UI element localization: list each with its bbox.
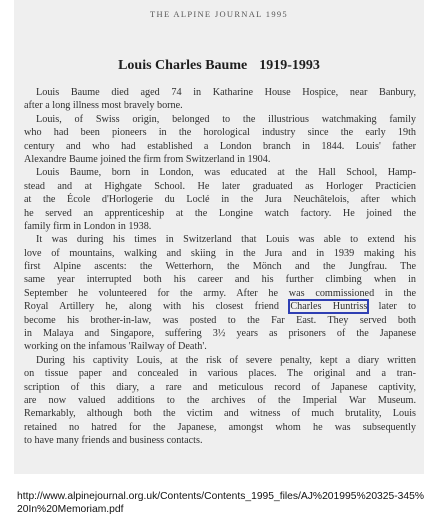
text-line: It was during his times in Switzerland that Louis was able to extend his xyxy=(36,234,416,246)
text-line: During his captivity Louis, at the risk of severe penalty, kept a diary written xyxy=(36,354,416,366)
title-name: Louis Charles Baume xyxy=(118,58,248,73)
text-line: September he volunteered for the army. After he was commissioned in the xyxy=(24,287,416,299)
scanned-page xyxy=(14,0,424,474)
text-line: are now valued additions to the archives of the Imperial War Museum. xyxy=(24,394,416,406)
text-line: Louis Baume, born in London, was educated at the Hall School, Hamp- xyxy=(36,167,416,179)
highlighted-name: Charles Huntriss xyxy=(290,301,368,313)
text-line: century and who had established a London branch in 1844. Louis' father xyxy=(24,140,416,152)
title-dates: 1919-1993 xyxy=(259,58,320,73)
text-line: become his brother-in-law, was posted to the Far East. They served both xyxy=(24,314,416,326)
text-line-with-highlight xyxy=(24,300,416,313)
text-line: family firm in London in 1938. xyxy=(24,220,152,232)
running-head: THE ALPINE JOURNAL 1995 xyxy=(150,9,288,19)
obituary-title xyxy=(14,58,424,74)
text-line: Louis, of Swiss origin, belonged to the illustrious watchmaking family xyxy=(36,113,416,125)
text-line: he served an apprenticeship at the Longine watch factory. He joined the xyxy=(24,207,416,219)
text-line: Remarkably, although both the victim and witness of much brutality, Louis xyxy=(24,408,416,420)
obituary-body xyxy=(24,86,416,448)
text-line: scription of this diary, a rare and meticulous record of Japanese captivity, xyxy=(24,381,416,393)
text-before-highlight: Royal Artillery he, along with his closest friend xyxy=(24,301,291,313)
text-line: love of mountains, walking and skiing in the Jura and in 1939 making his xyxy=(24,247,416,259)
text-line: to have many friends and business contacts. xyxy=(24,435,203,447)
text-line: first Alpine ascents: the Wetterhorn, the Mönch and the Jungfrau. The xyxy=(24,261,416,273)
source-url: http://www.alpinejournal.org.uk/Contents/Contents_1995_files/AJ%201995%20325-345%20In%20Memoriam.pdf xyxy=(17,491,424,515)
text-line: working on the infamous 'Railway of Death'. xyxy=(24,341,207,353)
text-line: retained no hatred for the Japanese, amongst whom he was subsequently xyxy=(24,421,416,433)
text-line: Alexandre Baume joined the firm from Switzerland in 1904. xyxy=(24,153,271,165)
text-line: in Malaya and Singapore, suffering 3½ years as prisoners of the Japanese xyxy=(24,328,416,340)
text-after-highlight: later to xyxy=(367,301,416,313)
text-line: on tissue paper and concealed in various places. The original and a tran- xyxy=(24,368,416,380)
text-line: Louis Baume died aged 74 in Katharine House Hospice, near Banbury, xyxy=(36,87,416,98)
text-line: stead and at Highgate School. He later graduated as Horloger Practicien xyxy=(24,180,416,192)
text-line: after a long illness most bravely borne. xyxy=(24,100,183,112)
text-line: same year interrupted both his career and his further climbing when in xyxy=(24,274,416,286)
text-line: who had been pioneers in the horological industry since the early 19th xyxy=(24,127,416,139)
text-line: at the École d'Horlogerie du Loclé in the Jura Neuchâtelois, after which xyxy=(24,194,416,206)
